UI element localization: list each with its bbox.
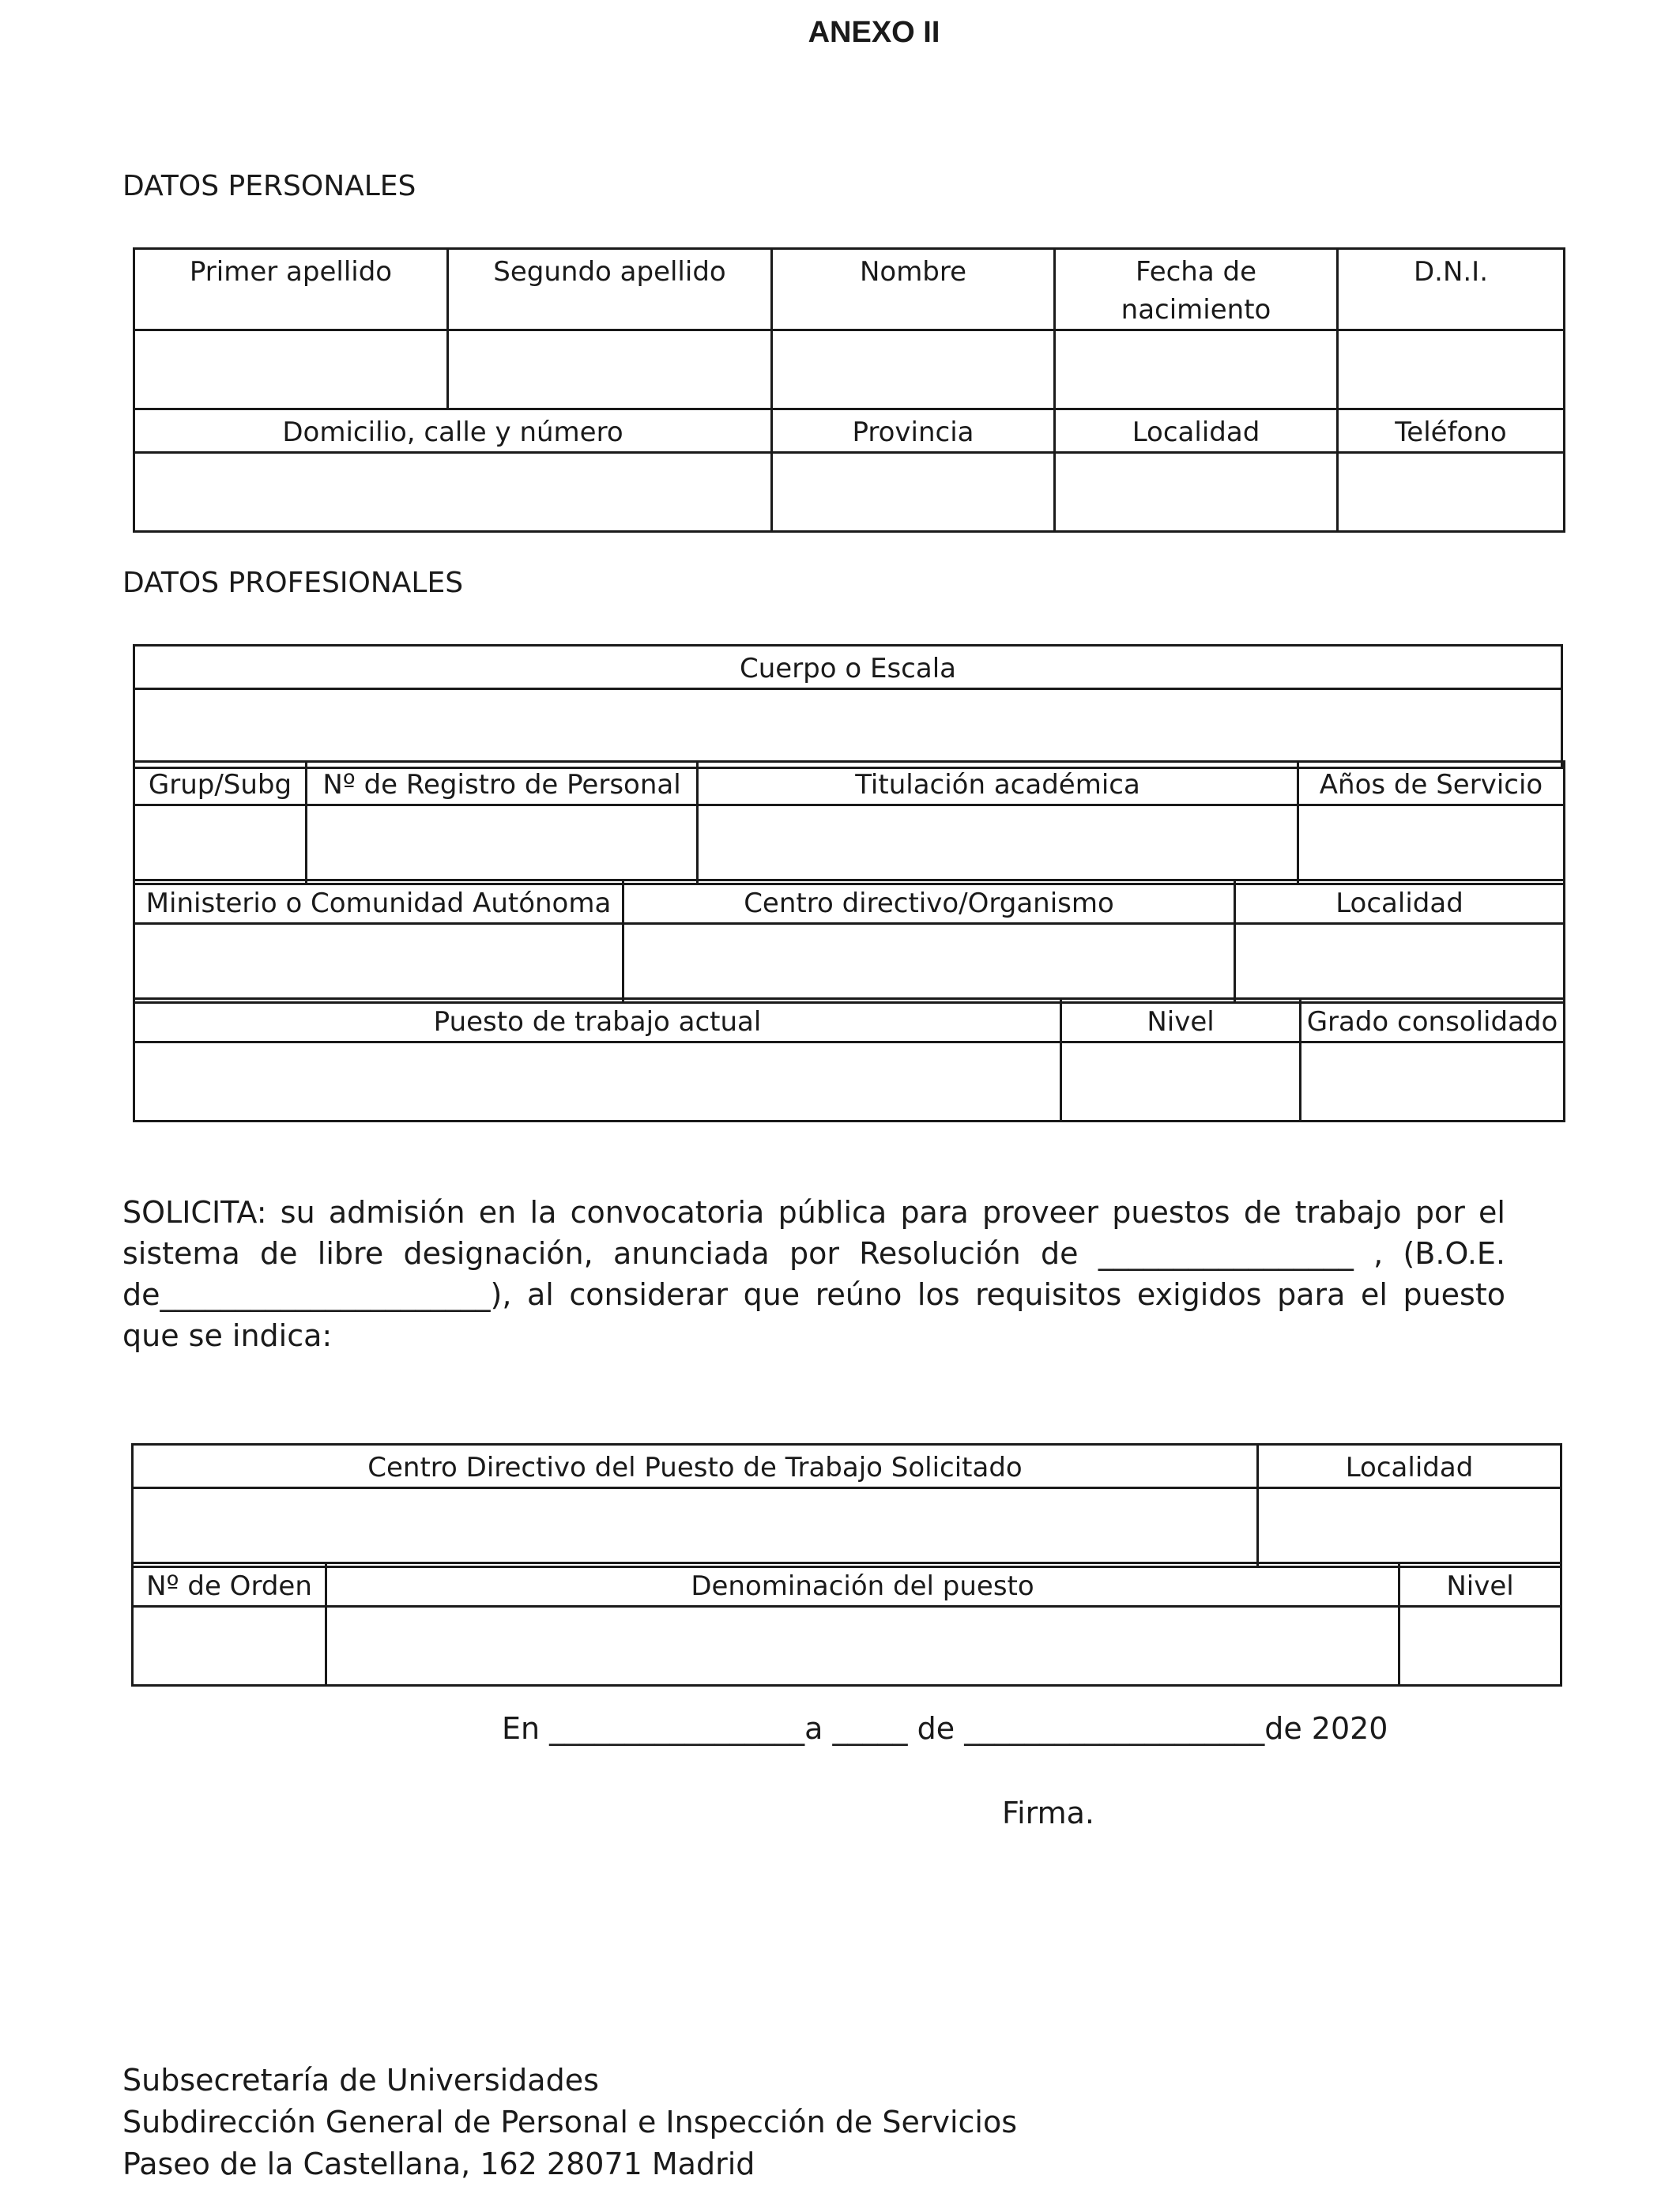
footer-address <box>122 2060 1017 2185</box>
request-paragraph: SOLICITA: su admisión en la convocatoria pública para proveer puestos de trabajo por el sistema de libre designación, anunciada por Resolución de _________________ , (B.O.E. de______________________), al considerar que reúno los requisitos exigidos para el puesto que se indica: <box>122 1195 1505 1353</box>
field-grado-consolidado[interactable] <box>1301 1042 1565 1122</box>
document-title: ANEXO II <box>808 16 940 49</box>
professional-cuerpo-table <box>133 644 1563 769</box>
label-nombre: Nombre <box>772 249 1055 330</box>
footer-line: Paseo de la Castellana, 162 28071 Madrid <box>122 2147 755 2181</box>
personal-data-heading: DATOS PERSONALES <box>122 170 416 202</box>
label-grado-consolidado: Grado consolidado <box>1301 999 1565 1042</box>
label-fecha-nacimiento: Fecha de nacimiento <box>1055 249 1338 330</box>
field-cuerpo-escala[interactable] <box>134 689 1562 768</box>
label-telefono: Teléfono <box>1338 409 1565 453</box>
label-domicilio: Domicilio, calle y número <box>134 409 772 453</box>
field-numero-orden[interactable] <box>133 1607 326 1686</box>
label-denominacion-puesto: Denominación del puesto <box>326 1563 1399 1607</box>
label-numero-orden: Nº de Orden <box>133 1563 326 1607</box>
professional-data-heading: DATOS PROFESIONALES <box>122 567 464 599</box>
label-grup-subg: Grup/Subg <box>134 762 307 805</box>
label-anos-servicio: Años de Servicio <box>1298 762 1565 805</box>
field-puesto-actual[interactable] <box>134 1042 1061 1122</box>
label-localidad-solicitada: Localidad <box>1258 1445 1561 1488</box>
professional-ministerio-table <box>133 879 1565 1004</box>
field-primer-apellido[interactable] <box>134 330 448 409</box>
label-localidad-profesional: Localidad <box>1235 880 1565 924</box>
label-registro-personal: Nº de Registro de Personal <box>307 762 698 805</box>
label-segundo-apellido: Segundo apellido <box>448 249 772 330</box>
personal-data-table <box>133 247 1565 533</box>
field-domicilio[interactable] <box>134 453 772 532</box>
field-fecha-nacimiento[interactable] <box>1055 330 1338 409</box>
professional-registro-table <box>133 760 1565 885</box>
label-dni: D.N.I. <box>1338 249 1565 330</box>
field-registro-personal[interactable] <box>307 805 698 884</box>
field-anos-servicio[interactable] <box>1298 805 1565 884</box>
requested-puesto-table <box>131 1562 1562 1687</box>
field-localidad-profesional[interactable] <box>1235 924 1565 1003</box>
field-telefono[interactable] <box>1338 453 1565 532</box>
signature-label: Firma. <box>1002 1796 1094 1830</box>
field-ministerio[interactable] <box>134 924 623 1003</box>
field-grup-subg[interactable] <box>134 805 307 884</box>
label-provincia: Provincia <box>772 409 1055 453</box>
field-nombre[interactable] <box>772 330 1055 409</box>
field-centro-solicitado[interactable] <box>133 1488 1258 1567</box>
footer-line: Subdirección General de Personal e Inspección de Servicios <box>122 2105 1018 2139</box>
label-nivel-solicitado: Nivel <box>1399 1563 1561 1607</box>
label-puesto-actual: Puesto de trabajo actual <box>134 999 1061 1042</box>
field-nivel[interactable] <box>1061 1042 1301 1122</box>
label-centro-solicitado: Centro Directivo del Puesto de Trabajo Solicitado <box>133 1445 1258 1488</box>
field-localidad-solicitada[interactable] <box>1258 1488 1561 1567</box>
field-centro-directivo[interactable] <box>623 924 1235 1003</box>
field-titulacion[interactable] <box>698 805 1298 884</box>
field-denominacion-puesto[interactable] <box>326 1607 1399 1686</box>
label-cuerpo-escala: Cuerpo o Escala <box>134 646 1562 689</box>
label-ministerio: Ministerio o Comunidad Autónoma <box>134 880 623 924</box>
date-line: En _________________a _____ de ____________________de 2020 <box>502 1711 1388 1746</box>
professional-puesto-table <box>133 997 1565 1122</box>
label-nivel: Nivel <box>1061 999 1301 1042</box>
label-primer-apellido: Primer apellido <box>134 249 448 330</box>
label-localidad: Localidad <box>1055 409 1338 453</box>
field-segundo-apellido[interactable] <box>448 330 772 409</box>
label-titulacion: Titulación académica <box>698 762 1298 805</box>
field-nivel-solicitado[interactable] <box>1399 1607 1561 1686</box>
field-provincia[interactable] <box>772 453 1055 532</box>
field-localidad[interactable] <box>1055 453 1338 532</box>
label-centro-directivo: Centro directivo/Organismo <box>623 880 1235 924</box>
requested-centro-table <box>131 1443 1562 1568</box>
footer-line: Subsecretaría de Universidades <box>122 2063 599 2098</box>
field-dni[interactable] <box>1338 330 1565 409</box>
